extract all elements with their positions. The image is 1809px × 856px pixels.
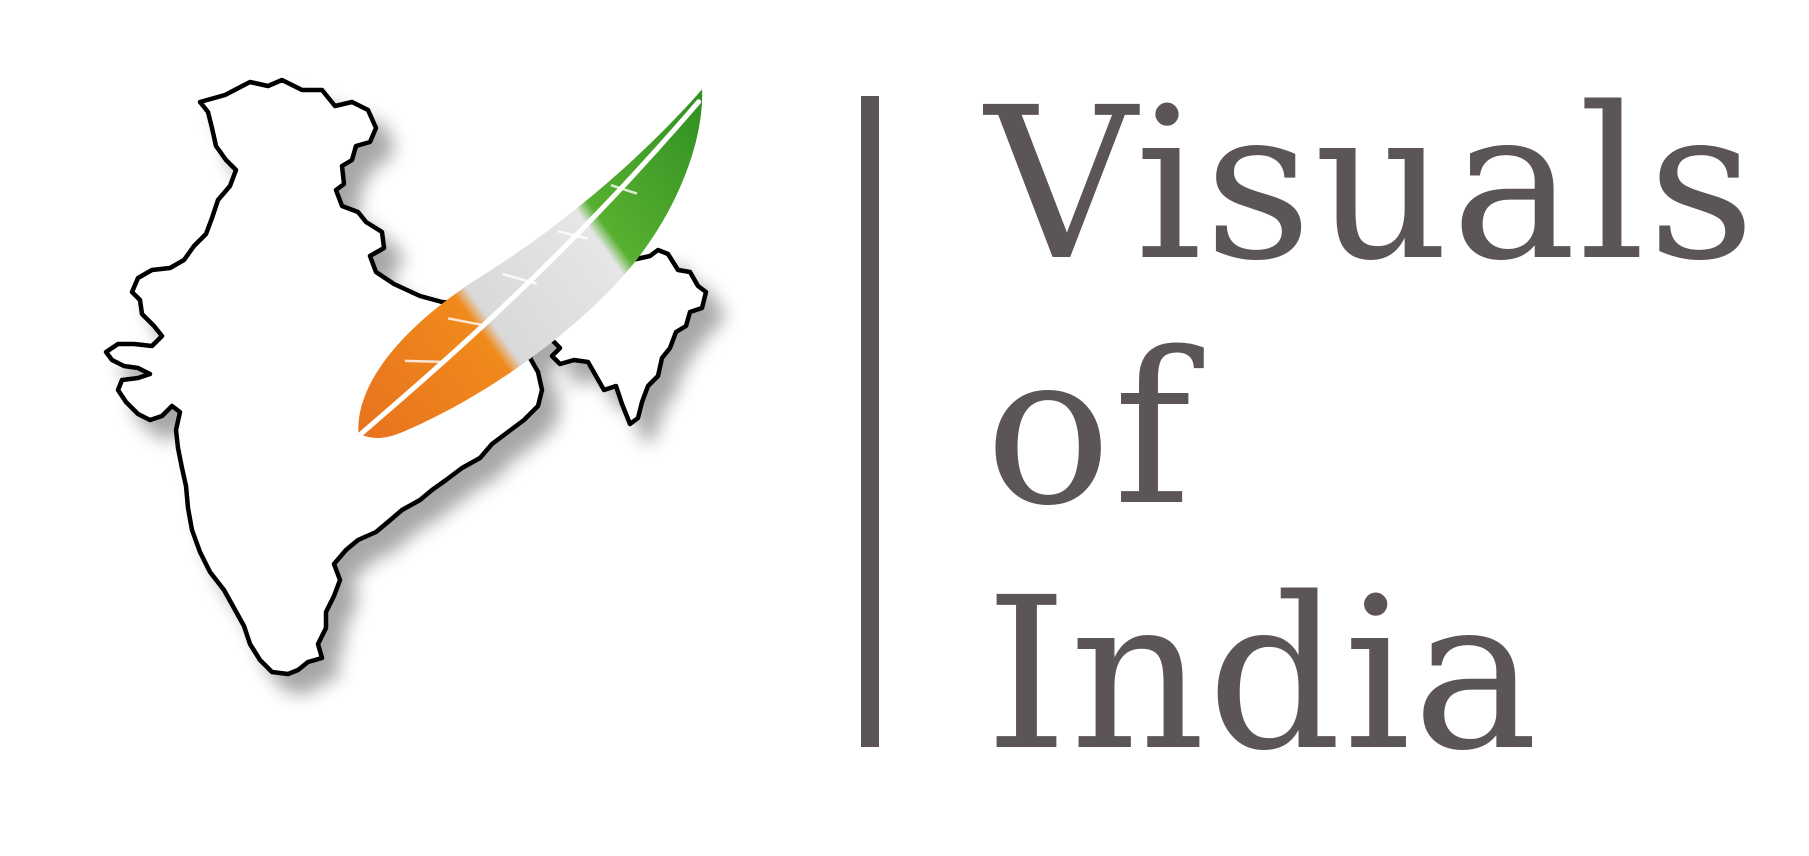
brand-name-line-1: Visuals	[985, 62, 1758, 307]
logo-emblem	[90, 60, 790, 780]
brand-name-line-2: of	[985, 307, 1194, 552]
brand-name-line-3: India	[985, 552, 1540, 797]
vertical-divider	[861, 96, 879, 747]
brand-wordmark	[985, 40, 1775, 797]
